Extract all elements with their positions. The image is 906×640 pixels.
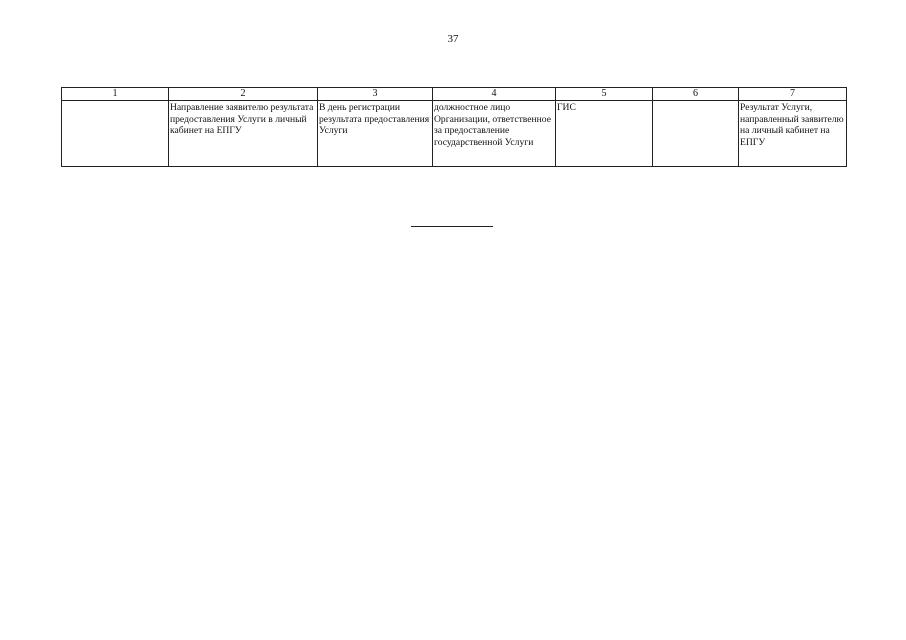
column-header-4: 4 (433, 88, 556, 101)
end-of-document-rule (411, 226, 493, 227)
cell-deadline: В день регистрации результата предоставления Услуги (318, 101, 433, 167)
cell-responsible: должностное лицо Организации, ответственное за предоставление государственной Услуги (433, 101, 556, 167)
table-header (62, 88, 847, 101)
column-header-1: 1 (62, 88, 169, 101)
column-header-3: 3 (318, 88, 433, 101)
cell-system: ГИС (556, 101, 653, 167)
column-header-2: 2 (169, 88, 318, 101)
table-row (62, 101, 847, 167)
column-header-5: 5 (556, 88, 653, 101)
cell-basis (62, 101, 169, 167)
column-header-7: 7 (739, 88, 847, 101)
cell-result: Результат Услуги, направленный заявителю на личный кабинет на ЕПГУ (739, 101, 847, 167)
cell-action: Направление заявителю результата предоставления Услуги в личный кабинет на ЕПГУ (169, 101, 318, 167)
header-row (62, 88, 847, 101)
cell-criteria (653, 101, 739, 167)
procedure-table (61, 87, 847, 167)
page-number: 37 (447, 33, 459, 45)
column-header-6: 6 (653, 88, 739, 101)
